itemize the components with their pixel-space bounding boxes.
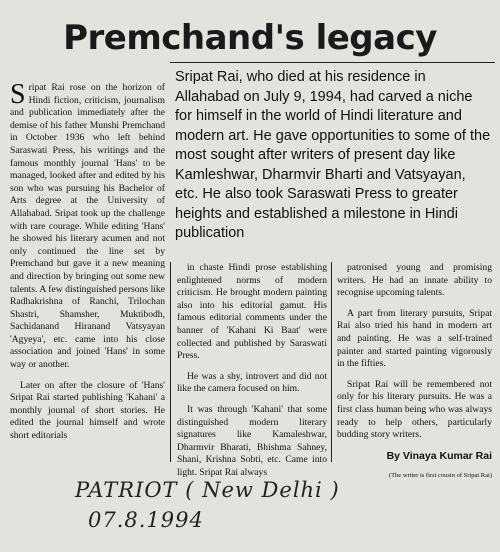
column3-paragraph-1: patronised young and promising writers. He had an innate ability to recognise upcoming talents. bbox=[337, 262, 492, 299]
column1-paragraph-1 bbox=[10, 79, 165, 372]
column1-paragraph-1-text: ripat Rai rose on the horizon of Hindi fiction, criticism, journalism and publication immediately after the demise of his father Munshi Premchand in October 1936 who left behind Saraswati Press, his writings and the famous monthly journal 'Hans' to be managed, looked after and edited by his son who was pursuing his Bachelor of Arts degree at the University of Allahabad. Sripat took up the challenge with rare courage. While editing 'Hans' he showed his literary acumen and not only continued the line set by Premchand but gave it a new meaning and direction by bringing out some new talents. A few distinguished persons like Radhakrishna of Ranchi, Trilochan Shastri, Shamsher, Muktibodh, Sachidanand Hiranand Vatsyayan 'Agyeya', etc. came into his close association and joined 'Hans' in some way or another. bbox=[10, 82, 165, 371]
column1-paragraph-2: Later on after the closure of 'Hans' Sripat Rai started publishing 'Kahani' a monthly journal of short stories. He edited the journal himself and wrote short editorials bbox=[10, 379, 165, 442]
handwritten-date: 07.8.1994 bbox=[88, 508, 204, 532]
handwritten-source: PATRIOT ( New Delhi ) bbox=[75, 478, 340, 502]
column2-paragraph-1: in chaste Hindi prose establishing enlightened norms of modern criticism. He brought modern painting also into his editorial gamut. His famous editorial comments under the banner of 'Kahani Ki Baat' were collected and published by Saraswati Press. bbox=[177, 262, 327, 362]
headline-rule bbox=[170, 62, 495, 63]
article-column-2 bbox=[177, 262, 327, 488]
column2-paragraph-2: He was a shy, introvert and did not like the camera focused on him. bbox=[177, 370, 327, 395]
column3-paragraph-3: Sripat Rai will be remembered not only for his literary pursuits. He was a first class human being who was always ready to help others, particularly budding story writers. bbox=[337, 378, 492, 441]
article-column-1 bbox=[10, 79, 165, 451]
column-divider-1 bbox=[170, 262, 171, 462]
byline: By Vinaya Kumar Rai bbox=[386, 449, 492, 462]
headline: Premchand's legacy bbox=[63, 18, 437, 58]
article-column-3 bbox=[337, 262, 492, 491]
column3-paragraph-2: A part from literary pursuits, Sripat Rai also tried his hand in modern art and painting. He was a self-trained painter and started painting vigorously in the fifties. bbox=[337, 307, 492, 370]
author-note: (The writer is first cousin of Sripat Rai) bbox=[388, 472, 492, 480]
column2-paragraph-3: It was through 'Kahani' that some distinguished modern literary signatures like Kamaleshwar, Dharmvir Bharati, Bhishma Sahney, Shani, Krishna Sobti, etc. Came into light. Sripat Rai always bbox=[177, 403, 327, 478]
standfirst: Sripat Rai, who died at his residence in Allahabad on July 9, 1994, had carved a niche for himself in the world of Hindi literature and modern art. He gave opportunities to some of the most sought after writers of present day like Kamleshwar, Dharmvir Bharti and Vatsyayan, etc. He also took Saraswati Press to greater heights and established a milestone in Hindi publication bbox=[175, 69, 491, 241]
drop-cap: S bbox=[10, 79, 26, 110]
column-divider-2 bbox=[331, 262, 332, 462]
